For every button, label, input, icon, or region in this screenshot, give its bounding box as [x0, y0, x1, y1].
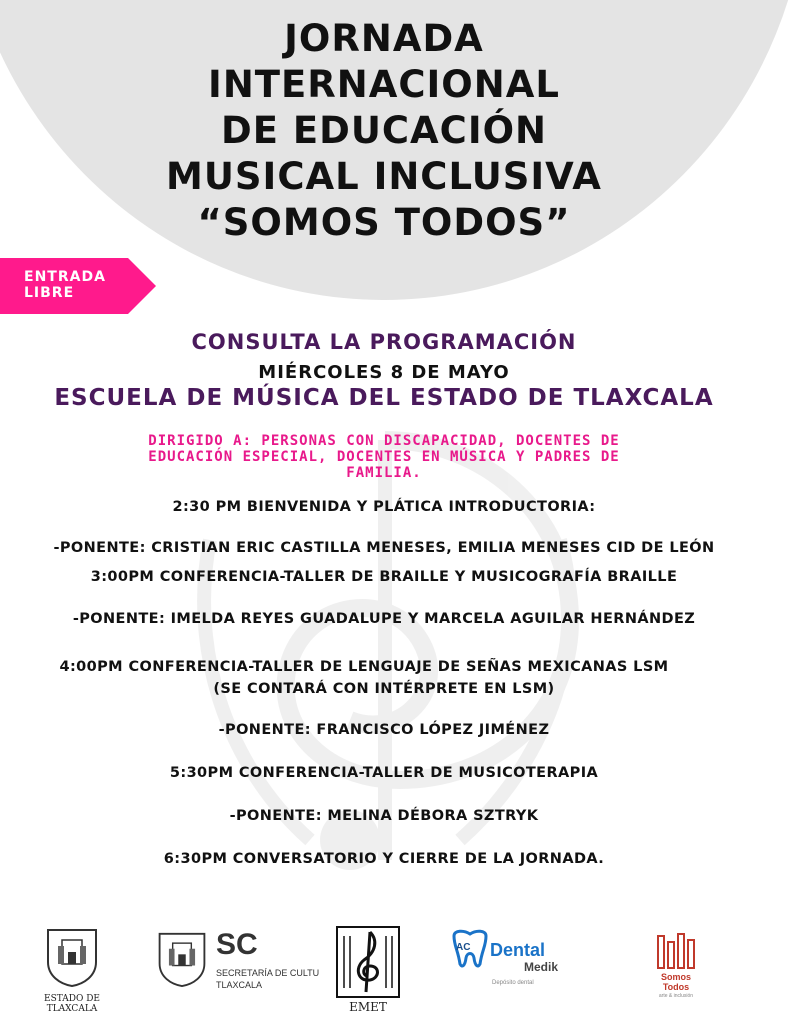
- audience-line: DIRIGIDO A: PERSONAS CON DISCAPACIDAD, DOCENTES DE: [148, 433, 620, 449]
- title-line: INTERNACIONAL: [208, 63, 560, 106]
- program-speaker: -PONENTE: CRISTIAN ERIC CASTILLA MENESES, EMILIA MENESES CID DE LEÓN: [53, 540, 715, 556]
- audience-line: FAMILIA.: [346, 465, 422, 481]
- badge-line1: ENTRADA: [24, 269, 106, 285]
- sc-line1: SECRETARÍA DE CULTU: [216, 968, 320, 978]
- dental-sub: Medik: [524, 960, 559, 974]
- title-line: DE EDUCACIÓN: [220, 109, 548, 152]
- somos-tag: arte & inclusión: [658, 993, 694, 999]
- program-item: 2:30 PM BIENVENIDA Y PLÁTICA INTRODUCTORIA:: [172, 499, 596, 515]
- title-line: “SOMOS TODOS”: [197, 201, 571, 244]
- program-note: (SE CONTARÁ CON INTÉRPRETE EN LSM): [213, 681, 555, 697]
- somos-todos-icon: [656, 932, 696, 970]
- title-line: JORNADA: [284, 17, 484, 60]
- program-item: 3:00PM CONFERENCIA-TALLER DE BRAILLE Y MUSICOGRAFÍA BRAILLE: [90, 569, 678, 585]
- dental-medik-logo: [448, 928, 578, 1008]
- estado-tlaxcala-logo: [18, 922, 126, 1014]
- audience-text: [70, 433, 698, 481]
- coat-of-arms-icon: [42, 926, 102, 988]
- venue-name: ESCUELA DE MÚSICA DEL ESTADO DE TLAXCALA: [54, 385, 714, 411]
- somos-line2: Todos: [662, 982, 690, 992]
- badge-text: [24, 269, 124, 301]
- event-date: MIÉRCOLES 8 DE MAYO: [258, 362, 510, 383]
- program-speaker: -PONENTE: MELINA DÉBORA SZTRYK: [229, 808, 539, 824]
- title-line: MUSICAL INCLUSIVA: [166, 155, 602, 198]
- audience-line: EDUCACIÓN ESPECIAL, DOCENTES EN MÚSICA Y PADRES DE: [148, 449, 620, 465]
- consulta-heading: CONSULTA LA PROGRAMACIÓN: [191, 330, 577, 354]
- estado-label: ESTADO DE TLAXCALA: [44, 994, 100, 1014]
- badge-line2: LIBRE: [24, 285, 75, 301]
- dental-ac: AC: [456, 942, 471, 953]
- program-speaker: -PONENTE: IMELDA REYES GUADALUPE Y MARCELA AGUILAR HERNÁNDEZ: [72, 611, 696, 627]
- treble-clef-icon: [336, 926, 400, 998]
- emet-label: EMET: [349, 1000, 387, 1014]
- event-title: [0, 16, 768, 246]
- somos-line1: Somos: [660, 972, 691, 982]
- dental-name: Dental: [490, 940, 546, 960]
- sc-abbr: SC: [216, 928, 258, 961]
- emet-logo: [330, 926, 406, 1014]
- program-item: 6:30PM CONVERSATORIO Y CIERRE DE LA JORNADA.: [163, 851, 605, 867]
- program-item: 5:30PM CONFERENCIA-TALLER DE MUSICOTERAPIA: [169, 765, 599, 781]
- program-item: 4:00PM CONFERENCIA-TALLER DE LENGUAJE DE SEÑAS MEXICANAS LSM: [59, 659, 669, 675]
- somos-todos-logo: [646, 930, 706, 1014]
- dental-tag: Depósito dental: [492, 980, 534, 986]
- free-entry-badge: [0, 258, 156, 314]
- sponsor-logos: [0, 918, 768, 1018]
- coat-of-arms-icon: [154, 928, 210, 990]
- secretaria-cultura-logo: [152, 922, 320, 1014]
- program-speaker: -PONENTE: FRANCISCO LÓPEZ JIMÉNEZ: [218, 722, 550, 738]
- sc-line2: TLAXCALA: [216, 980, 263, 990]
